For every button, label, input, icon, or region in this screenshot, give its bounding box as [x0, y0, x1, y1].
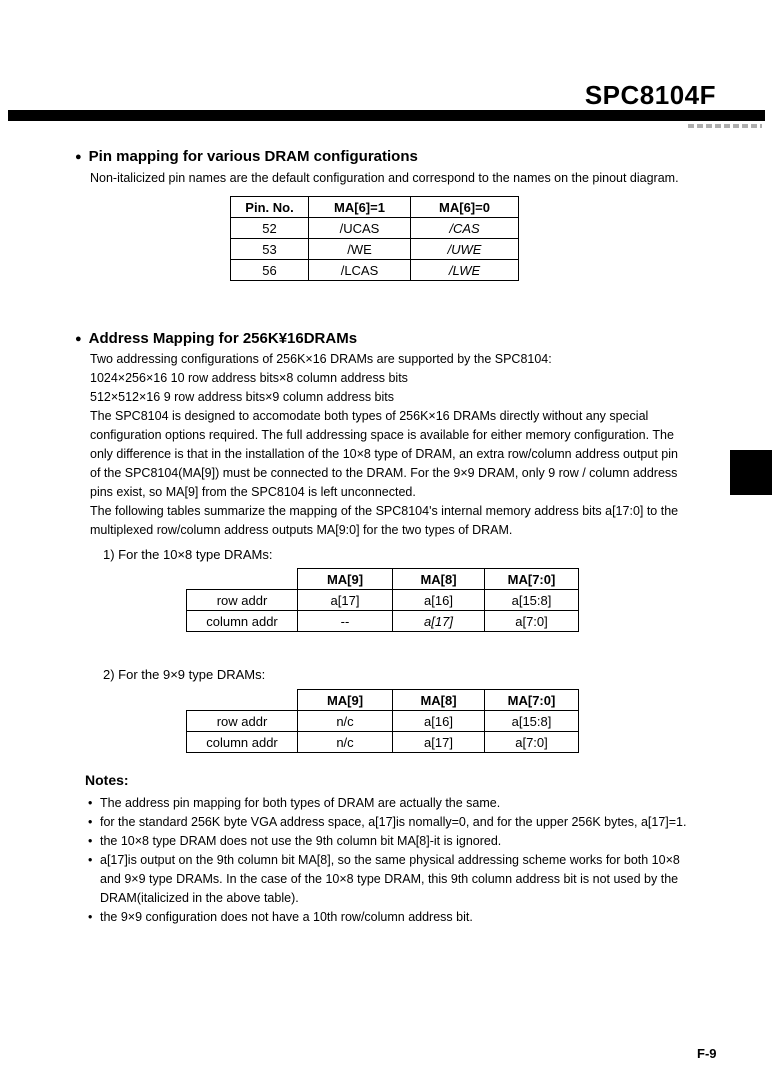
column-header: Pin. No.: [231, 197, 309, 218]
section-heading-pin-mapping: [75, 148, 418, 165]
table-cell: a[17]: [298, 590, 393, 611]
section-bullet-icon: ●: [75, 151, 82, 163]
column-header: MA[8]: [393, 569, 485, 590]
table-cell: /LCAS: [309, 260, 411, 281]
table-cell: n/c: [298, 711, 393, 732]
table-cell: a[7:0]: [485, 732, 579, 753]
body-line: 1024×256×16 10 row address bits×8 column address bits: [90, 371, 408, 385]
note-bullet-icon: •: [88, 853, 93, 867]
table-row: [231, 260, 519, 281]
table-cell: 56: [231, 260, 309, 281]
table-cell: /WE: [309, 239, 411, 260]
column-header: MA[8]: [393, 690, 485, 711]
column-header: MA[6]=1: [309, 197, 411, 218]
table-cell: 53: [231, 239, 309, 260]
table-header-row: [187, 690, 579, 711]
note-bullet-icon: •: [88, 910, 93, 924]
table-header-row: [231, 197, 519, 218]
row-header: column addr: [187, 732, 298, 753]
body-line: of the SPC8104(MA[9]) must be connected to the DRAM. For the 9×9 DRAM, only 9 row / column address: [90, 466, 678, 480]
table-cell: /UCAS: [309, 218, 411, 239]
row-header: column addr: [187, 611, 298, 632]
note-bullet-icon: •: [88, 834, 93, 848]
table-row: [231, 239, 519, 260]
body-line: The SPC8104 is designed to accomodate both types of 256K×16 DRAMs directly without any special: [90, 409, 649, 423]
table-cell: a[15:8]: [485, 711, 579, 732]
table-row: [187, 732, 579, 753]
corner-cell: [187, 569, 298, 590]
pin-mapping-intro: Non-italicized pin names are the default configuration and correspond to the names on the pinout diagram.: [90, 171, 679, 185]
page-edge-tab: [730, 450, 772, 495]
body-line: 512×512×16 9 row address bits×9 column address bits: [90, 390, 395, 404]
section-bullet-icon: ●: [75, 333, 82, 345]
table-cell: /CAS: [411, 218, 519, 239]
note-line: The address pin mapping for both types of DRAM are actually the same.: [100, 796, 501, 810]
note-line: for the standard 256K byte VGA address space, a[17]is nomally=0, and for the upper 256K bytes, a[17]=1.: [100, 815, 687, 829]
table-cell: a[17]: [393, 732, 485, 753]
body-line: multiplexed row/column address outputs MA[9:0] for the two types of DRAM.: [90, 523, 513, 537]
body-line: The following tables summarize the mapping of the SPC8104's internal memory address bits a[17:0] to the: [90, 504, 679, 518]
corner-cell: [187, 690, 298, 711]
note-item: [88, 851, 687, 908]
row-header: row addr: [187, 590, 298, 611]
note-line: the 10×8 type DRAM does not use the 9th column bit MA[8]-it is ignored.: [100, 834, 502, 848]
note-line: and 9×9 type DRAMs. In the case of the 10×8 type DRAM, this 9th column address bit is not used by the: [100, 872, 679, 886]
note-item: [88, 832, 687, 851]
note-line: a[17]is output on the 9th column bit MA[8], so the same physical addressing scheme works for both 10×8: [100, 853, 680, 867]
table-cell: a[15:8]: [485, 590, 579, 611]
table-cell: /LWE: [411, 260, 519, 281]
notes-list: [88, 794, 687, 927]
note-line: DRAM(italicized in the above table).: [100, 891, 299, 905]
table-cell: /UWE: [411, 239, 519, 260]
table-cell: a[16]: [393, 590, 485, 611]
page-number: F-9: [697, 1046, 717, 1061]
row-header: row addr: [187, 711, 298, 732]
section-heading-pin-mapping-label: Pin mapping for various DRAM configurations: [88, 148, 418, 165]
column-header: MA[9]: [298, 569, 393, 590]
pin-mapping-table: [230, 196, 519, 281]
section-heading-address-mapping-label: Address Mapping for 256K¥16DRAMs: [88, 330, 358, 347]
table-header-row: [187, 569, 579, 590]
body-line: configuration options required. The full addressing space is available for either memory configuration. The: [90, 428, 674, 442]
table-cell: a[16]: [393, 711, 485, 732]
table-row: [187, 611, 579, 632]
table-cell: a[7:0]: [485, 611, 579, 632]
note-item: [88, 908, 687, 927]
column-header: MA[9]: [298, 690, 393, 711]
page-title: SPC8104F: [584, 80, 716, 110]
body-line: only difference is that in the installation of the 10×8 type of DRAM, an extra row/column address output pin: [90, 447, 678, 461]
body-line: Two addressing configurations of 256K×16 DRAMs are supported by the SPC8104:: [90, 352, 552, 366]
table-row: [187, 590, 579, 611]
table-caption-10x8: 1) For the 10×8 type DRAMs:: [103, 547, 273, 562]
table-caption-9x9: 2) For the 9×9 type DRAMs:: [103, 667, 266, 682]
note-item: [88, 794, 687, 813]
header-rule: [8, 110, 765, 121]
note-line: the 9×9 configuration does not have a 10th row/column address bit.: [100, 910, 473, 924]
table-cell: n/c: [298, 732, 393, 753]
section-heading-address-mapping: [75, 330, 357, 347]
column-header: MA[6]=0: [411, 197, 519, 218]
address-table-10x8: [186, 568, 579, 632]
note-bullet-icon: •: [88, 815, 93, 829]
column-header: MA[7:0]: [485, 690, 579, 711]
scan-smudge: [688, 124, 762, 128]
note-item: [88, 813, 687, 832]
table-cell: --: [298, 611, 393, 632]
notes-heading: Notes:: [85, 772, 129, 788]
table-row: [231, 218, 519, 239]
body-line: pins exist, so MA[9] from the SPC8104 is left unconnected.: [90, 485, 416, 499]
note-bullet-icon: •: [88, 796, 93, 810]
table-row: [187, 711, 579, 732]
address-table-9x9: [186, 689, 579, 753]
column-header: MA[7:0]: [485, 569, 579, 590]
table-cell: 52: [231, 218, 309, 239]
table-cell: a[17]: [393, 611, 485, 632]
address-mapping-body: [90, 350, 678, 540]
